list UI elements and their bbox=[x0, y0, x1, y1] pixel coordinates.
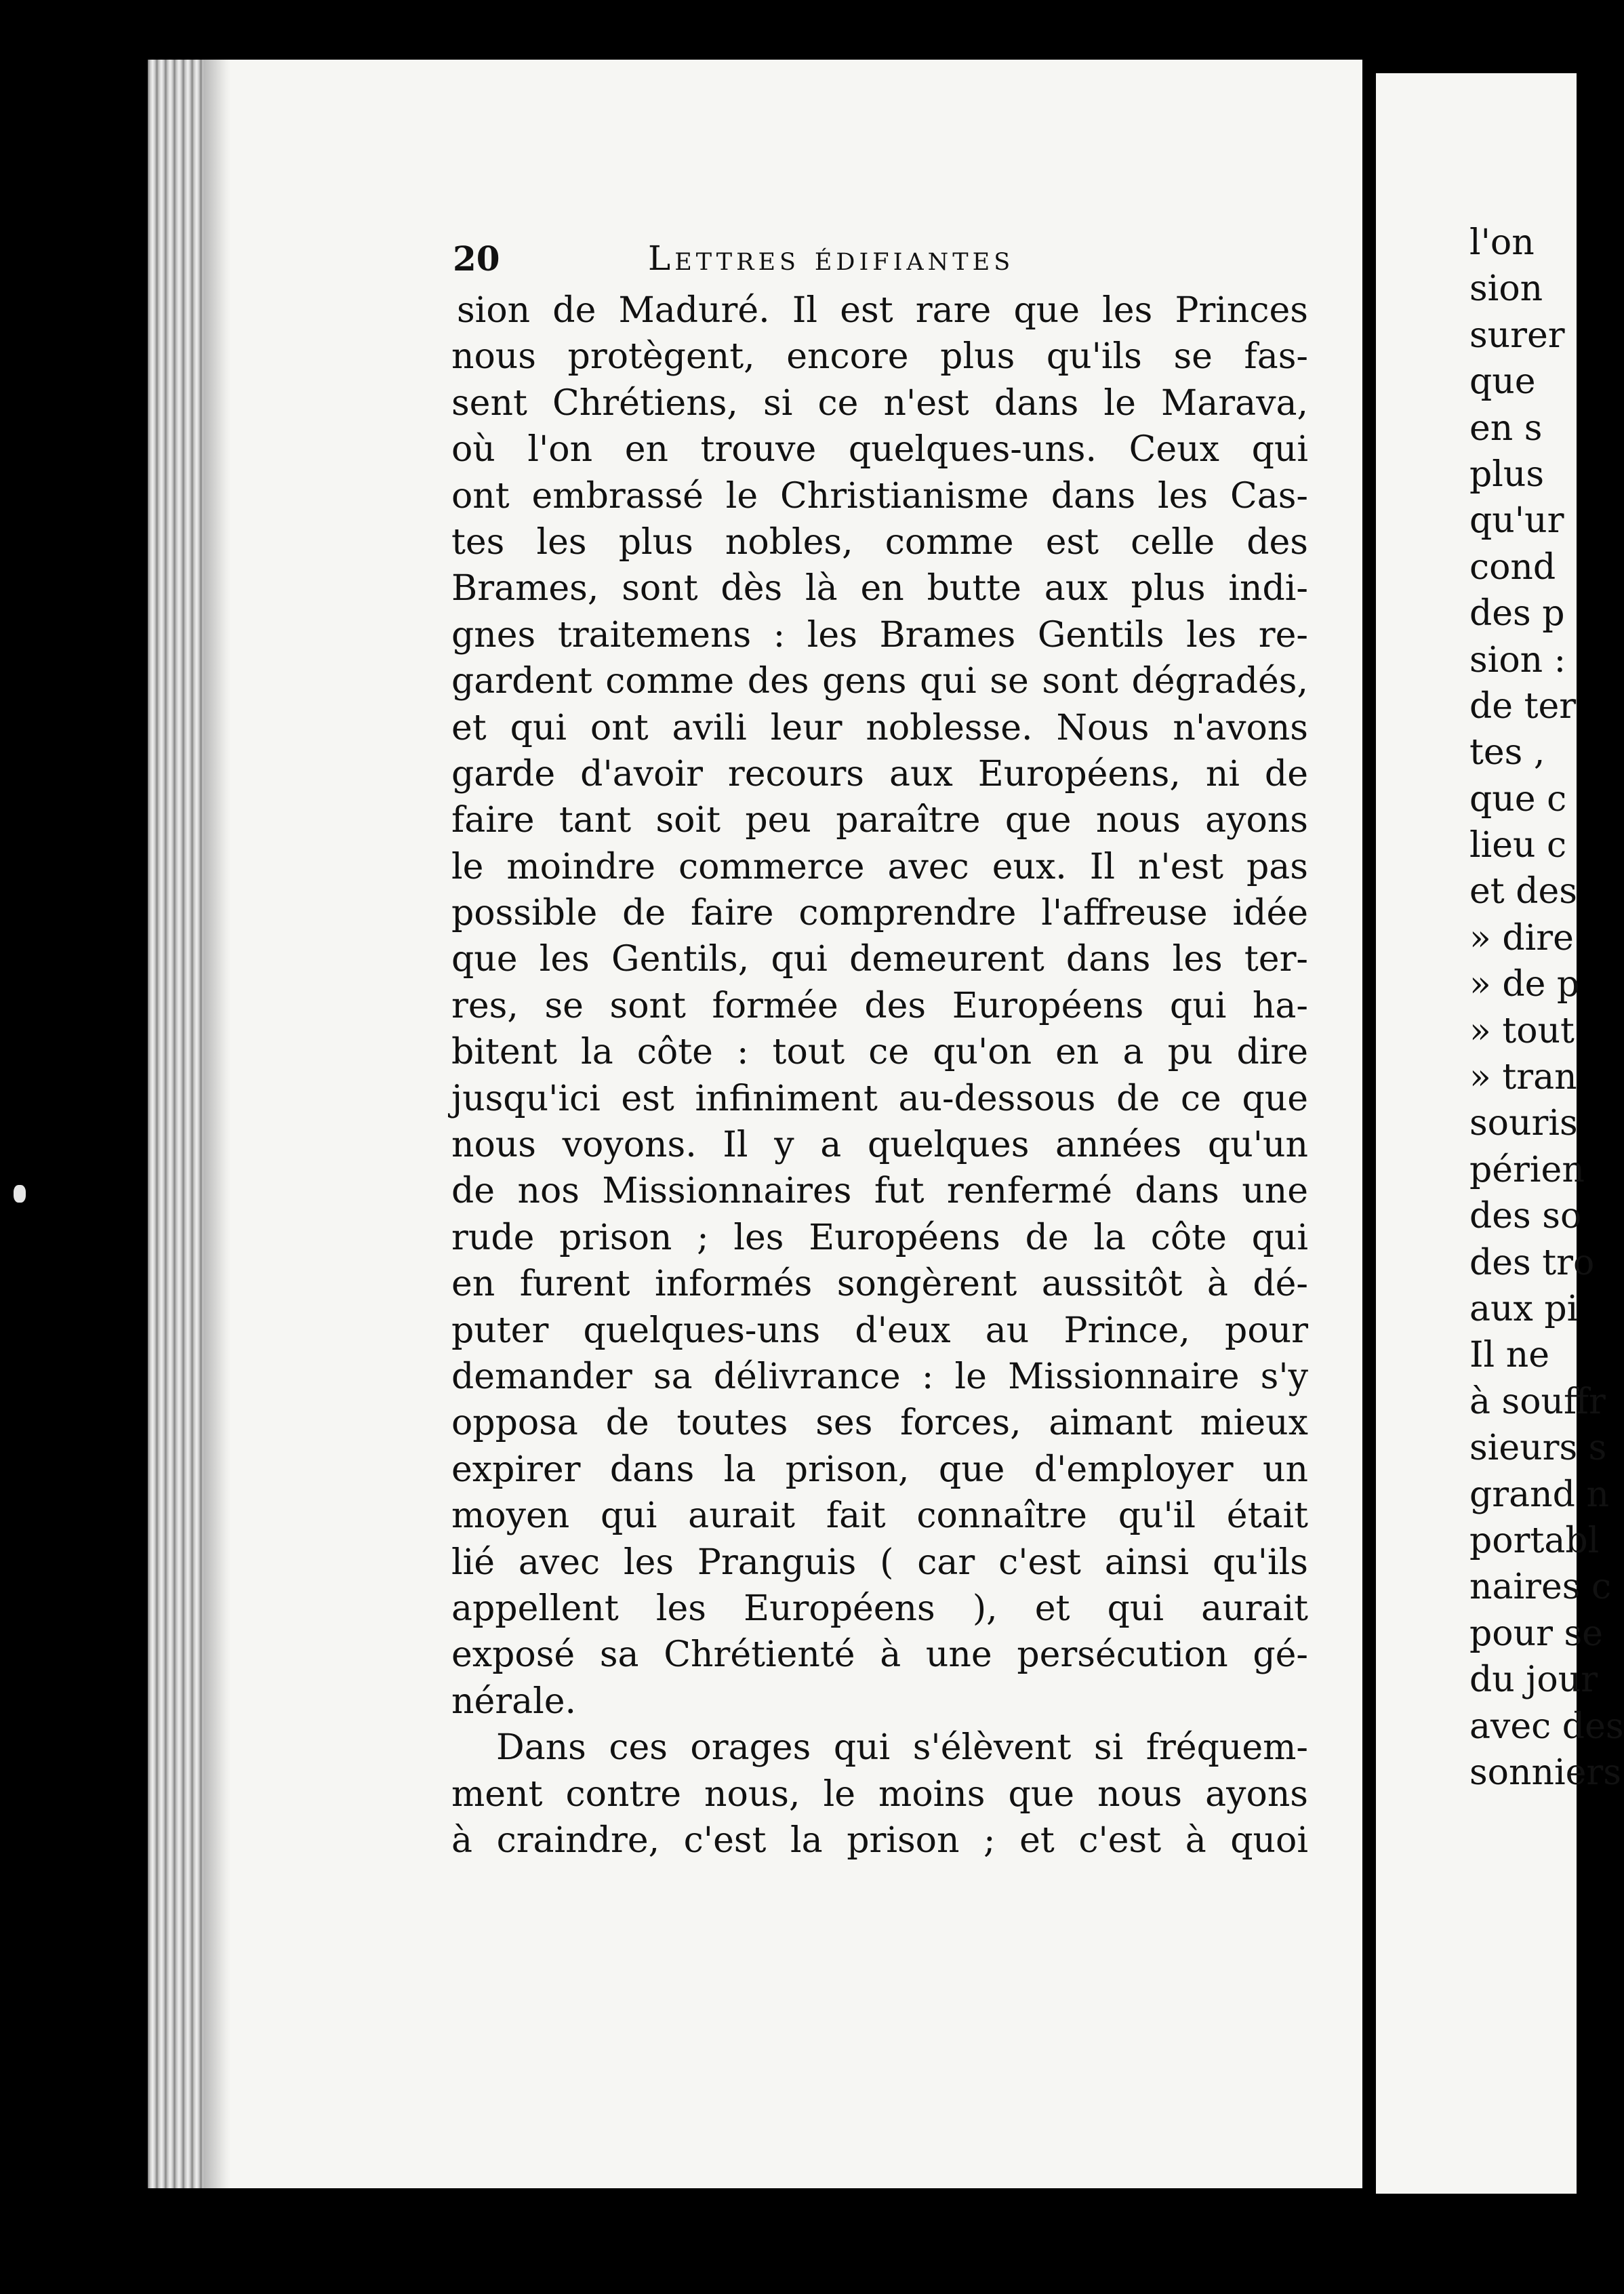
text-line: sieurs s bbox=[1469, 1428, 1607, 1469]
text-line: nérale. bbox=[451, 1681, 577, 1722]
text-line: » tout bbox=[1469, 1010, 1575, 1051]
text-line: en s bbox=[1469, 407, 1543, 449]
text-line: lié avec les Pranguis ( car c'est ainsi qu'ils bbox=[451, 1542, 1308, 1583]
text-line: bitent la côte : tout ce qu'on en a pu dire bbox=[451, 1032, 1308, 1073]
text-line: Brames, sont dès là en butte aux plus indi- bbox=[451, 568, 1308, 609]
text-line: opposa de toutes ses forces, aimant mieux bbox=[451, 1403, 1308, 1444]
text-line: surer bbox=[1469, 315, 1565, 356]
text-line: tes les plus nobles, comme est celle des bbox=[451, 521, 1308, 563]
text-line: du jour bbox=[1469, 1659, 1598, 1701]
text-line: cond bbox=[1469, 546, 1556, 588]
page-number: 20 bbox=[453, 239, 500, 279]
text-line: ment contre nous, le moins que nous ayons bbox=[451, 1773, 1308, 1815]
text-line: Dans ces orages qui s'élèvent si fréquem- bbox=[496, 1727, 1308, 1769]
text-line: sonniers bbox=[1469, 1752, 1621, 1793]
text-line: que bbox=[1469, 361, 1536, 403]
text-line: où l'on en trouve quelques-uns. Ceux qui bbox=[451, 429, 1308, 470]
text-line: avec des bbox=[1469, 1706, 1624, 1747]
text-line: sion bbox=[1469, 268, 1543, 310]
text-line: ont embrassé le Christianisme dans les Cas- bbox=[451, 475, 1308, 517]
text-line: tes , bbox=[1469, 732, 1545, 773]
text-line: appellent les Européens ), et qui aurait bbox=[451, 1588, 1308, 1629]
text-line: que les Gentils, qui demeurent dans les ter- bbox=[451, 939, 1308, 980]
text-line: gnes traitemens : les Brames Gentils les re- bbox=[451, 614, 1308, 656]
scan-speck bbox=[14, 1185, 26, 1203]
text-line: aux pi bbox=[1469, 1288, 1579, 1329]
text-line: garde d'avoir recours aux Européens, ni de bbox=[451, 753, 1308, 794]
text-line: puter quelques-uns d'eux au Prince, pour bbox=[451, 1310, 1308, 1351]
page-header bbox=[453, 239, 1131, 286]
text-line: res, se sont formée des Européens qui ha- bbox=[451, 985, 1308, 1026]
text-line: portabl bbox=[1469, 1520, 1600, 1561]
text-line: qu'ur bbox=[1469, 500, 1564, 542]
text-line: pour se bbox=[1469, 1613, 1603, 1654]
text-line: plus bbox=[1469, 454, 1545, 495]
text-line: demander sa délivrance : le Missionnaire s'y bbox=[451, 1356, 1308, 1397]
text-line: » dire bbox=[1469, 917, 1574, 959]
text-line: des p bbox=[1469, 593, 1565, 635]
text-line: l'on bbox=[1469, 222, 1535, 263]
text-line: que c bbox=[1469, 778, 1567, 820]
text-line: exposé sa Chrétienté à une persécution gé- bbox=[451, 1634, 1308, 1676]
running-head: Lettres édifiantes bbox=[648, 239, 1015, 278]
text-line: moyen qui aurait fait connaître qu'il était bbox=[451, 1495, 1308, 1537]
text-line: jusqu'ici est infiniment au-dessous de ce que bbox=[451, 1078, 1308, 1119]
text-line: lieu c bbox=[1469, 825, 1567, 866]
text-line: gardent comme des gens qui se sont dégradés, bbox=[451, 661, 1308, 702]
text-line: nous protègent, encore plus qu'ils se fas- bbox=[451, 336, 1308, 378]
text-line: et des bbox=[1469, 871, 1577, 912]
text-line: des tro bbox=[1469, 1242, 1595, 1283]
left-page-body bbox=[451, 287, 1308, 1864]
gutter-shadow bbox=[203, 60, 230, 2188]
text-line: rude prison ; les Européens de la côte qui bbox=[451, 1217, 1308, 1258]
text-line: en furent informés songèrent aussitôt à dé- bbox=[451, 1264, 1308, 1305]
text-line: des so bbox=[1469, 1196, 1582, 1237]
text-line: et qui ont avili leur noblesse. Nous n'avons bbox=[451, 707, 1308, 748]
text-line: expirer dans la prison, que d'employer un bbox=[451, 1449, 1308, 1490]
text-line: à craindre, c'est la prison ; et c'est à quoi bbox=[451, 1819, 1308, 1861]
text-line: souris bbox=[1469, 1103, 1578, 1144]
text-line: sion de Maduré. Il est rare que les Princes bbox=[457, 290, 1308, 331]
text-line: le moindre commerce avec eux. Il n'est pas bbox=[451, 846, 1308, 887]
text-line: à souffr bbox=[1469, 1381, 1606, 1422]
text-line: » tran bbox=[1469, 1057, 1577, 1098]
text-line: faire tant soit peu paraître que nous ayons bbox=[451, 800, 1308, 841]
text-line: sion : bbox=[1469, 639, 1566, 681]
text-line: naires c bbox=[1469, 1567, 1612, 1608]
text-line: nous voyons. Il y a quelques années qu'un bbox=[451, 1125, 1308, 1166]
text-line: » de p bbox=[1469, 964, 1580, 1005]
text-line: Il ne bbox=[1469, 1335, 1549, 1376]
text-line: de nos Missionnaires fut renfermé dans une bbox=[451, 1171, 1308, 1212]
text-line: grand n bbox=[1469, 1474, 1609, 1515]
text-line: de ter bbox=[1469, 685, 1577, 727]
text-line: sent Chrétiens, si ce n'est dans le Marava, bbox=[451, 382, 1308, 424]
page-edge-stack bbox=[148, 60, 210, 2188]
right-page-body bbox=[1469, 220, 1624, 1796]
text-line: périen bbox=[1469, 1149, 1585, 1190]
text-line: possible de faire comprendre l'affreuse idée bbox=[451, 893, 1308, 934]
